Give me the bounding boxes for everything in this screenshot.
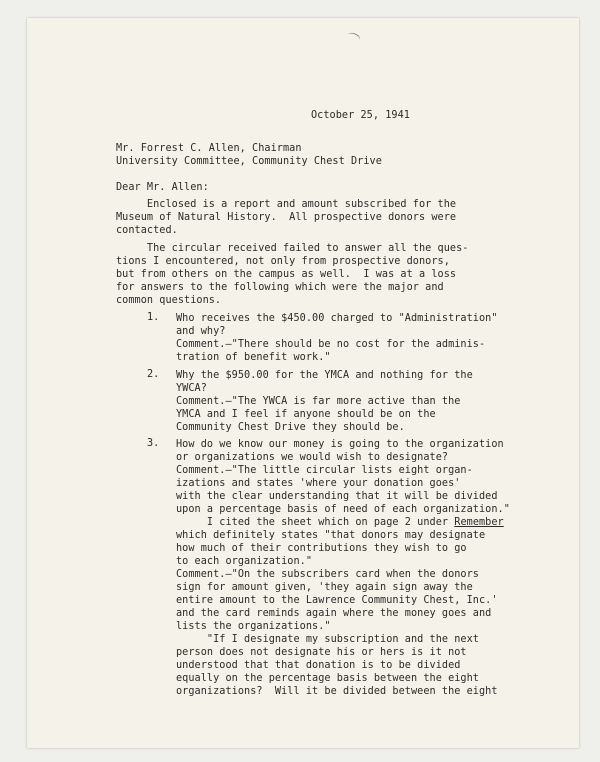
item-3-line: sign for amount given, 'they again sign away the	[176, 582, 473, 593]
item-number: 1.	[147, 312, 160, 323]
underlined-word: Remember	[454, 517, 504, 528]
paragraph-1-line: Museum of Natural History. All prospective donors were	[116, 212, 457, 223]
item-3-line: upon a percentage basis of need of each organization."	[176, 504, 510, 515]
paragraph-2-line: The circular received failed to answer all the ques-	[116, 243, 469, 254]
item-1-line: Comment.—"There should be no cost for the adminis-	[176, 339, 486, 350]
item-3-line: which definitely states "that donors may designate	[176, 530, 486, 541]
letter-date: October 25, 1941	[311, 110, 410, 121]
item-3-line: lists the organizations."	[176, 621, 331, 632]
item-3-line: or organizations we would wish to designate?	[176, 452, 449, 463]
item-3-line: Comment.—"The little circular lists eight organ-	[176, 465, 473, 476]
item-3-line: How do we know our money is going to the organization	[176, 439, 504, 450]
item-2-line: Comment.—"The YWCA is far more active than the	[176, 396, 461, 407]
paragraph-2-line: but from others on the campus as well. I was at a loss	[116, 269, 457, 280]
item-3-line: and the card reminds again where the money goes and	[176, 608, 492, 619]
item-3-line: equally on the percentage basis between the eight	[176, 673, 479, 684]
item-3-line: with the clear understanding that it will be divided	[176, 491, 498, 502]
recipient-line-2: University Committee, Community Chest Drive	[116, 156, 382, 167]
item-1-line: Who receives the $450.00 charged to "Administration"	[176, 313, 498, 324]
item-3-line: to each organization."	[176, 556, 313, 567]
salutation: Dear Mr. Allen:	[116, 182, 209, 193]
recipient-line-1: Mr. Forrest C. Allen, Chairman	[116, 143, 302, 154]
item-3-line: izations and states 'where your donation goes'	[176, 478, 461, 489]
item-3-line: "If I designate my subscription and the next	[176, 634, 479, 645]
item-3-line	[176, 516, 504, 529]
item-3-line-text: I cited the sheet which on page 2 under	[176, 517, 455, 528]
item-1-line: tration of benefit work."	[176, 352, 331, 363]
item-number: 2.	[147, 369, 160, 380]
item-2-line: YWCA?	[176, 383, 207, 394]
item-3-line: organizations? Will it be divided between the eight	[176, 686, 498, 697]
paragraph-1-line: contacted.	[116, 225, 178, 236]
paragraph-1-line: Enclosed is a report and amount subscribed for the	[116, 199, 457, 210]
paragraph-2-line: tions I encountered, not only from prospective donors,	[116, 256, 450, 267]
item-3-line: Comment.—"On the subscribers card when the donors	[176, 569, 479, 580]
item-3-line: entire amount to the Lawrence Community Chest, Inc.'	[176, 595, 498, 606]
item-3-line: how much of their contributions they wish to go	[176, 543, 467, 554]
paragraph-2-line: common questions.	[116, 295, 222, 306]
item-number: 3.	[147, 438, 160, 449]
item-3-line: understood that that donation is to be divided	[176, 660, 461, 671]
item-1-line: and why?	[176, 326, 226, 337]
paragraph-2-line: for answers to the following which were the major and	[116, 282, 444, 293]
item-2-line: YMCA and I feel if anyone should be on the	[176, 409, 436, 420]
item-2-line: Why the $950.00 for the YMCA and nothing for the	[176, 370, 473, 381]
item-3-line: person does not designate his or hers is it not	[176, 647, 467, 658]
item-2-line: Community Chest Drive they should be.	[176, 422, 405, 433]
